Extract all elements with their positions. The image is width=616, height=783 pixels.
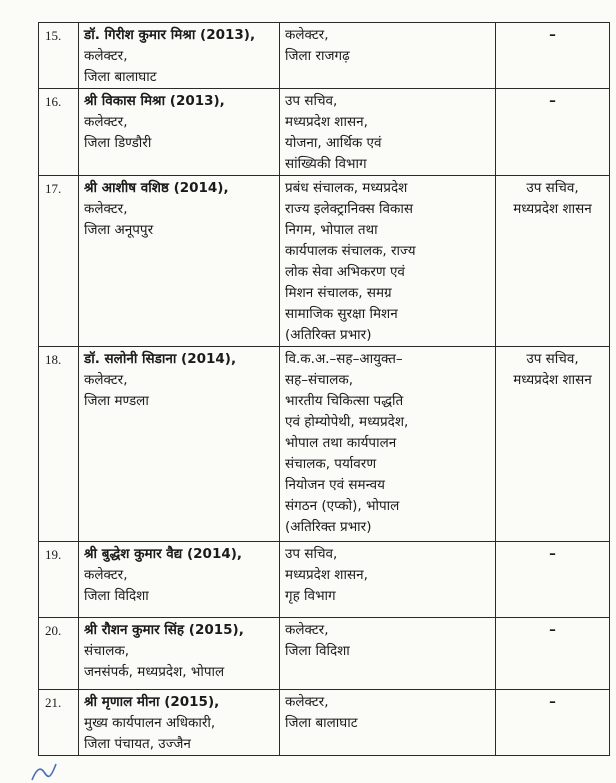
- table-row: [39, 542, 610, 618]
- posting-line: कलेक्टर,: [285, 622, 329, 638]
- officer-current-post-line: जिला अनूपपुर: [84, 222, 154, 238]
- posting-line: गृह विभाग: [285, 588, 336, 604]
- officer-current-post-line: कलेक्टर,: [84, 114, 128, 130]
- officer-current-post-line: कलेक्टर,: [84, 201, 128, 217]
- dash-mark: –: [549, 546, 556, 562]
- additional-charge-cell: [496, 618, 610, 690]
- additional-charge-cell: [496, 690, 610, 756]
- posting-line: भारतीय चिकित्सा पद्धति: [285, 393, 404, 409]
- posting-line: वि.क.अ.–सह–आयुक्त–: [285, 351, 403, 367]
- posting-line: जिला राजगढ़: [285, 48, 350, 64]
- posting-line: कलेक्टर,: [285, 694, 329, 710]
- additional-charge-line: उप सचिव,: [526, 180, 579, 196]
- officer-name: श्री विकास मिश्रा (2013),: [84, 93, 225, 109]
- posting-line: मध्यप्रदेश शासन,: [285, 567, 368, 583]
- posting-line: (अतिरिक्त प्रभार): [285, 519, 372, 535]
- officer-current-post-line: जिला विदिशा: [84, 588, 149, 604]
- posting-line: कलेक्टर,: [285, 27, 329, 43]
- additional-charge-cell: [496, 347, 610, 542]
- officer-name: डॉ. सलोनी सिडाना (2014),: [84, 351, 237, 367]
- dash-mark: –: [549, 694, 556, 710]
- posting-cell: [280, 618, 496, 690]
- posting-line: लोक सेवा अभिकरण एवं: [285, 264, 405, 280]
- dash-mark: –: [549, 27, 556, 43]
- posting-line: उप सचिव,: [285, 546, 338, 562]
- officer-name: श्री मृणाल मीना (2015),: [84, 694, 220, 710]
- signature-scribble: [30, 760, 58, 782]
- posting-line: संचालक, पर्यावरण: [285, 456, 377, 472]
- dash-mark: –: [549, 93, 556, 109]
- officer-cell: [79, 176, 280, 347]
- posting-line: प्रबंध संचालक, मध्यप्रदेश: [285, 180, 408, 196]
- officer-cell: [79, 23, 280, 89]
- posting-line: एवं होम्योपेथी, मध्यप्रदेश,: [285, 414, 409, 430]
- posting-line: सांख्यिकी विभाग: [285, 156, 367, 172]
- additional-charge-line: मध्यप्रदेश शासन: [513, 201, 592, 217]
- serial-number: 16.: [39, 89, 79, 176]
- posting-cell: [280, 23, 496, 89]
- officer-name: डॉ. गिरीश कुमार मिश्रा (2013),: [84, 27, 256, 43]
- serial-number: 20.: [39, 618, 79, 690]
- posting-line: उप सचिव,: [285, 93, 338, 109]
- officer-cell: [79, 89, 280, 176]
- table-row: [39, 89, 610, 176]
- officer-cell: [79, 690, 280, 756]
- officer-current-post-line: मुख्य कार्यपालन अधिकारी,: [84, 715, 216, 731]
- additional-charge-cell: [496, 176, 610, 347]
- serial-number: 15.: [39, 23, 79, 89]
- posting-line: संगठन (एप्को), भोपाल: [285, 498, 400, 514]
- serial-number: 17.: [39, 176, 79, 347]
- officer-current-post-line: कलेक्टर,: [84, 48, 128, 64]
- posting-line: भोपाल तथा कार्यपालन: [285, 435, 397, 451]
- posting-line: कार्यपालक संचालक, राज्य: [285, 243, 416, 259]
- transfer-table: [38, 22, 610, 756]
- posting-cell: [280, 89, 496, 176]
- posting-line: राज्य इलेक्ट्रानिक्स विकास: [285, 201, 413, 217]
- officer-cell: [79, 542, 280, 618]
- posting-line: सह–संचालक,: [285, 372, 354, 388]
- posting-cell: [280, 690, 496, 756]
- posting-line: मध्यप्रदेश शासन,: [285, 114, 368, 130]
- officer-current-post-line: संचालक,: [84, 643, 130, 659]
- officer-cell: [79, 347, 280, 542]
- posting-cell: [280, 347, 496, 542]
- officer-name: श्री बुद्धेश कुमार वैद्य (2014),: [84, 546, 243, 562]
- posting-line: जिला बालाघाट: [285, 715, 358, 731]
- officer-current-post-line: जनसंपर्क, मध्यप्रदेश, भोपाल: [84, 664, 225, 680]
- additional-charge-cell: [496, 542, 610, 618]
- dash-mark: –: [549, 622, 556, 638]
- table-row: [39, 23, 610, 89]
- table-row: [39, 618, 610, 690]
- serial-number: 21.: [39, 690, 79, 756]
- officer-current-post-line: जिला पंचायत, उज्जैन: [84, 736, 191, 752]
- officer-current-post-line: कलेक्टर,: [84, 372, 128, 388]
- serial-number: 18.: [39, 347, 79, 542]
- posting-cell: [280, 542, 496, 618]
- additional-charge-cell: [496, 23, 610, 89]
- additional-charge-line: मध्यप्रदेश शासन: [513, 372, 592, 388]
- posting-line: जिला विदिशा: [285, 643, 350, 659]
- officer-cell: [79, 618, 280, 690]
- serial-number: 19.: [39, 542, 79, 618]
- posting-line: योजना, आर्थिक एवं: [285, 135, 382, 151]
- officer-current-post-line: कलेक्टर,: [84, 567, 128, 583]
- posting-cell: [280, 176, 496, 347]
- officer-current-post-line: जिला बालाघाट: [84, 69, 157, 85]
- posting-line: (अतिरिक्त प्रभार): [285, 327, 372, 343]
- posting-line: सामाजिक सुरक्षा मिशन: [285, 306, 398, 322]
- posting-line: नियोजन एवं समन्वय: [285, 477, 385, 493]
- table-row: [39, 347, 610, 542]
- officer-name: श्री रौशन कुमार सिंह (2015),: [84, 622, 244, 638]
- table-row: [39, 176, 610, 347]
- posting-line: निगम, भोपाल तथा: [285, 222, 378, 238]
- officer-name: श्री आशीष वशिष्ठ (2014),: [84, 180, 229, 196]
- posting-line: मिशन संचालक, समग्र: [285, 285, 392, 301]
- officer-current-post-line: जिला डिण्डौरी: [84, 135, 152, 151]
- additional-charge-cell: [496, 89, 610, 176]
- officer-current-post-line: जिला मण्डला: [84, 393, 149, 409]
- additional-charge-line: उप सचिव,: [526, 351, 579, 367]
- table-row: [39, 690, 610, 756]
